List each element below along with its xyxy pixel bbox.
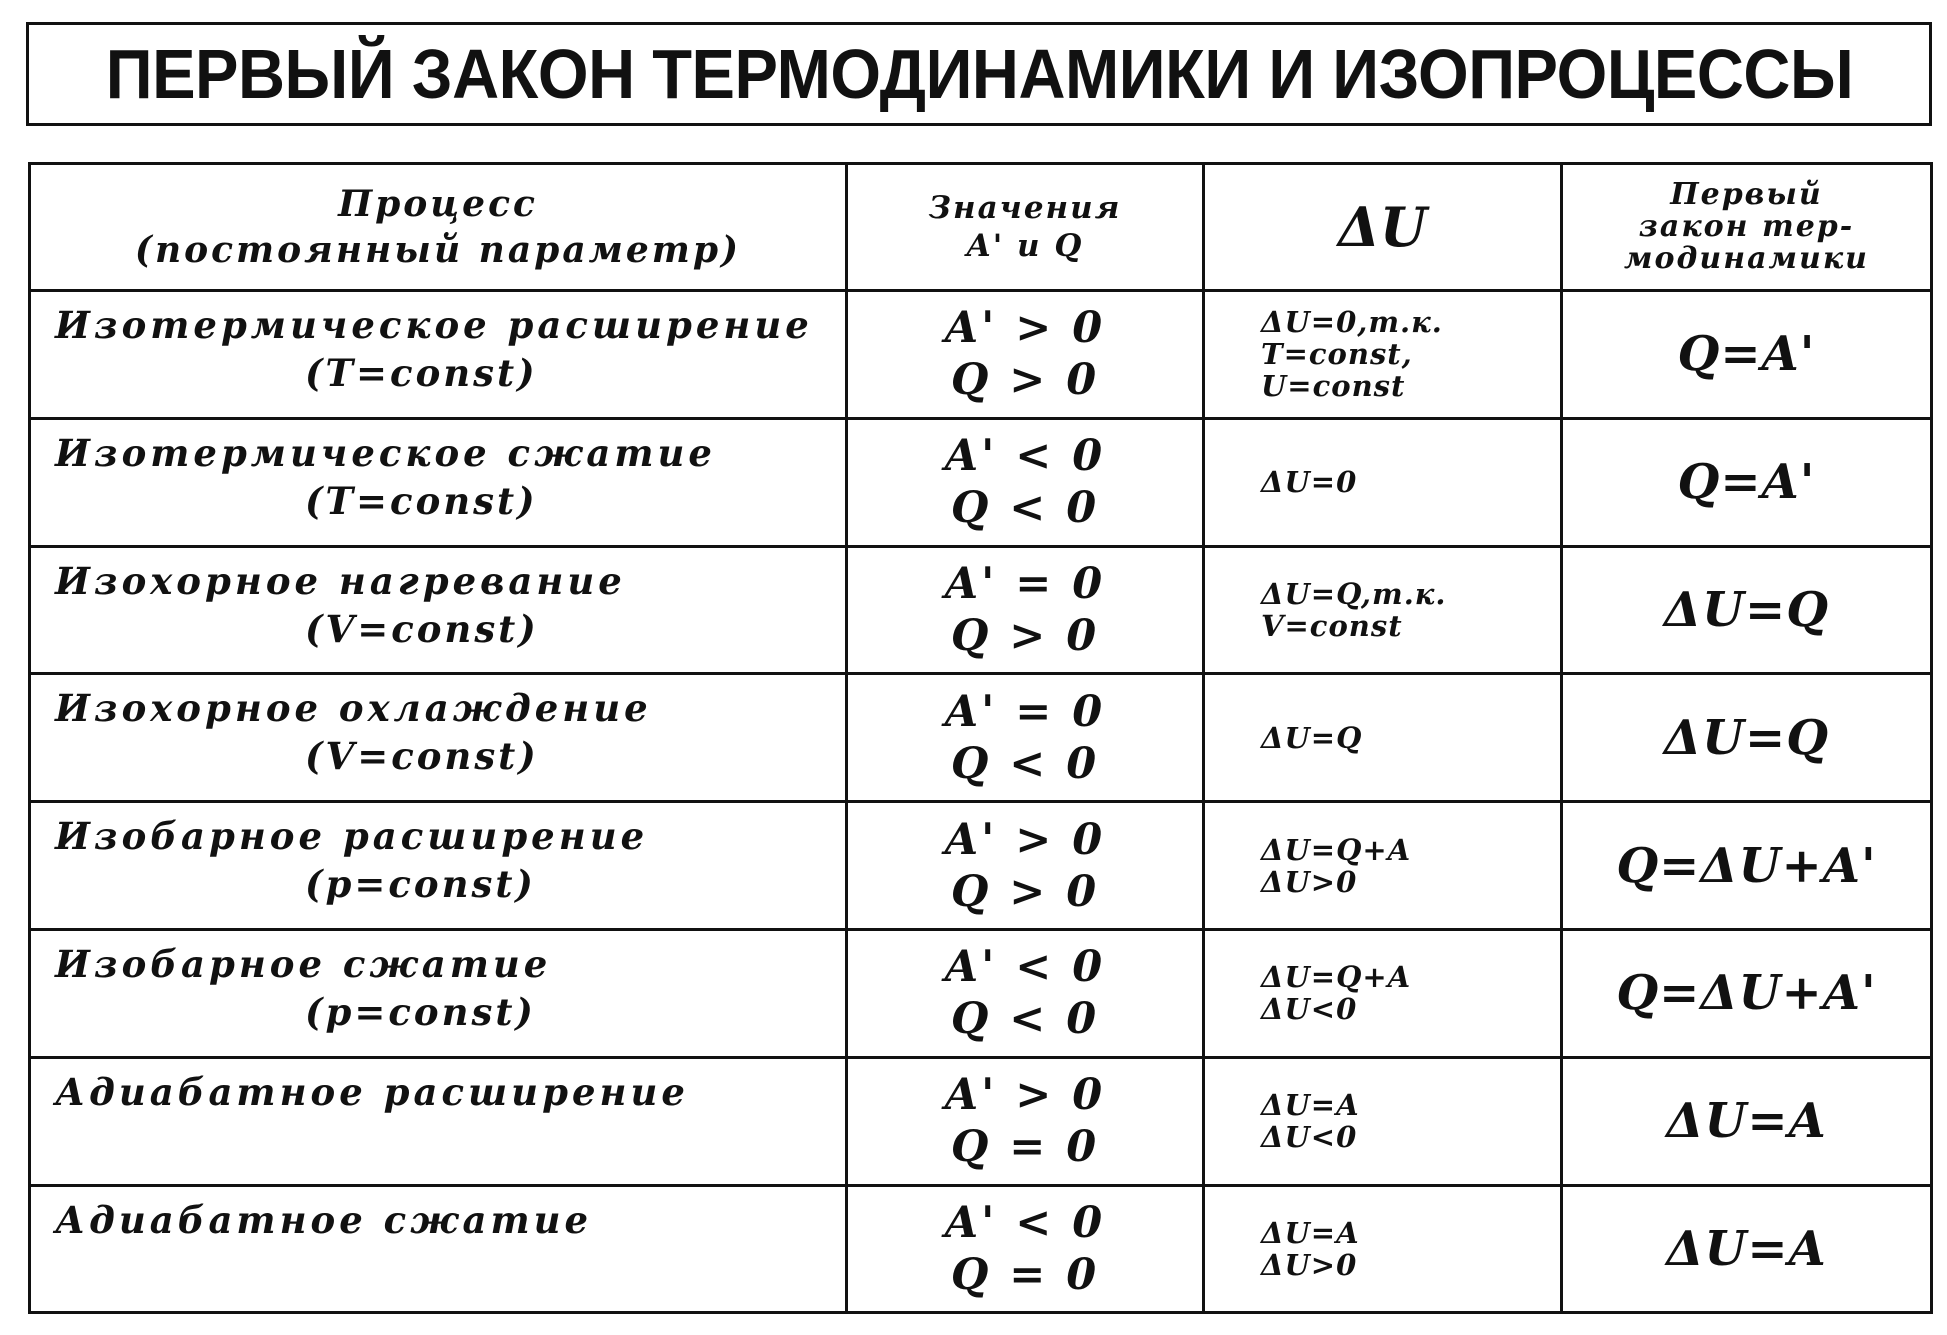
- heat-value: Q > 0: [950, 610, 1100, 661]
- process-cell: [30, 1185, 847, 1313]
- heat-value: Q = 0: [950, 1122, 1100, 1173]
- du-line: ΔU<0: [1261, 992, 1358, 1027]
- thermo-table: [28, 162, 1933, 1314]
- du-line: ΔU=Q: [1261, 720, 1363, 755]
- values-cell: [847, 674, 1204, 802]
- header-process-line: (постоянный параметр): [134, 229, 742, 271]
- heat-value: Q < 0: [950, 738, 1100, 789]
- table-row: [30, 1057, 1932, 1185]
- process-name: Изотермическое сжатие: [55, 430, 716, 475]
- du-cell: [1204, 291, 1562, 419]
- table-row: [30, 929, 1932, 1057]
- table-row: [30, 802, 1932, 930]
- du-line: ΔU>0: [1261, 1247, 1358, 1282]
- header-du: ΔU: [1204, 164, 1562, 291]
- law-cell: ΔU=Q: [1562, 546, 1932, 674]
- law-cell: Q=A': [1562, 418, 1932, 546]
- table-row: [30, 291, 1932, 419]
- law-cell: ΔU=Q: [1562, 674, 1932, 802]
- heat-value: Q > 0: [950, 866, 1100, 917]
- process-name: Изохорное охлаждение: [55, 686, 652, 731]
- du-line: ΔU=0: [1261, 465, 1358, 500]
- header-process: [30, 164, 847, 291]
- work-value: A' < 0: [944, 1197, 1106, 1248]
- header-law-line: модинамики: [1624, 241, 1869, 276]
- values-cell: [847, 418, 1204, 546]
- du-line: ΔU<0: [1261, 1120, 1358, 1155]
- table-row: [30, 546, 1932, 674]
- values-cell: [847, 546, 1204, 674]
- process-name: Изобарное расширение: [55, 814, 649, 859]
- work-value: A' < 0: [944, 431, 1106, 482]
- du-cell: [1204, 1185, 1562, 1313]
- header-process-line: Процесс: [338, 183, 538, 225]
- du-line: U=const: [1261, 369, 1406, 404]
- process-parameter: (T=const): [305, 351, 538, 395]
- du-line: ΔU=Q+A: [1261, 960, 1412, 995]
- work-value: A' < 0: [944, 942, 1106, 993]
- heat-value: Q = 0: [950, 1249, 1100, 1300]
- process-parameter: (p=const): [305, 862, 536, 907]
- du-cell: [1204, 802, 1562, 930]
- values-cell: [847, 1057, 1204, 1185]
- du-line: V=const: [1261, 608, 1403, 643]
- header-law: [1562, 164, 1932, 291]
- law-cell: ΔU=A: [1562, 1057, 1932, 1185]
- process-name: Адиабатное расширение: [55, 1069, 689, 1114]
- process-parameter: (T=const): [305, 478, 538, 523]
- header-row: [30, 164, 1932, 291]
- work-value: A' > 0: [944, 1070, 1106, 1121]
- process-parameter: (V=const): [305, 734, 539, 779]
- values-cell: [847, 802, 1204, 930]
- heat-value: Q < 0: [950, 994, 1100, 1045]
- values-cell: [847, 929, 1204, 1057]
- process-cell: [30, 674, 847, 802]
- heat-value: Q < 0: [950, 483, 1100, 534]
- header-values: [847, 164, 1204, 291]
- work-value: A' > 0: [944, 814, 1106, 865]
- title-box: [26, 22, 1932, 126]
- heat-value: Q > 0: [950, 355, 1100, 406]
- values-cell: [847, 291, 1204, 419]
- table-row: [30, 418, 1932, 546]
- du-cell: [1204, 674, 1562, 802]
- du-cell: [1204, 418, 1562, 546]
- process-cell: [30, 1057, 847, 1185]
- du-line: ΔU>0: [1261, 864, 1358, 899]
- header-law-line: Первый: [1670, 177, 1823, 212]
- process-cell: [30, 929, 847, 1057]
- process-cell: [30, 802, 847, 930]
- values-cell: [847, 1185, 1204, 1313]
- process-name: Изотермическое расширение: [55, 303, 813, 347]
- process-cell: [30, 418, 847, 546]
- du-line: ΔU=0,т.к.: [1261, 305, 1443, 340]
- du-cell: [1204, 546, 1562, 674]
- process-name: Изохорное нагревание: [55, 558, 626, 603]
- header-values-line: A' и Q: [966, 228, 1084, 264]
- process-parameter: (p=const): [305, 989, 536, 1034]
- process-parameter: (V=const): [305, 606, 539, 651]
- law-cell: ΔU=A: [1562, 1185, 1932, 1313]
- du-cell: [1204, 1057, 1562, 1185]
- du-cell: [1204, 929, 1562, 1057]
- process-name: Изобарное сжатие: [55, 941, 552, 986]
- table-row: [30, 674, 1932, 802]
- du-line: ΔU=Q+A: [1261, 832, 1412, 867]
- law-cell: Q=ΔU+A': [1562, 802, 1932, 930]
- work-value: A' = 0: [944, 686, 1106, 737]
- du-line: ΔU=A: [1261, 1088, 1360, 1123]
- process-name: Адиабатное сжатие: [55, 1197, 593, 1242]
- du-line: ΔU=Q,т.к.: [1261, 576, 1447, 611]
- header-values-line: Значения: [928, 190, 1122, 226]
- du-line: ΔU=A: [1261, 1215, 1360, 1250]
- law-cell: Q=A': [1562, 291, 1932, 419]
- page-title: ПЕРВЫЙ ЗАКОН ТЕРМОДИНАМИКИ И ИЗОПРОЦЕССЫ: [105, 35, 1853, 113]
- process-cell: [30, 546, 847, 674]
- process-cell: [30, 291, 847, 419]
- work-value: A' > 0: [944, 303, 1106, 354]
- table-row: [30, 1185, 1932, 1313]
- du-line: T=const,: [1261, 337, 1413, 372]
- law-cell: Q=ΔU+A': [1562, 929, 1932, 1057]
- work-value: A' = 0: [944, 558, 1106, 609]
- header-law-line: закон тер-: [1638, 209, 1855, 244]
